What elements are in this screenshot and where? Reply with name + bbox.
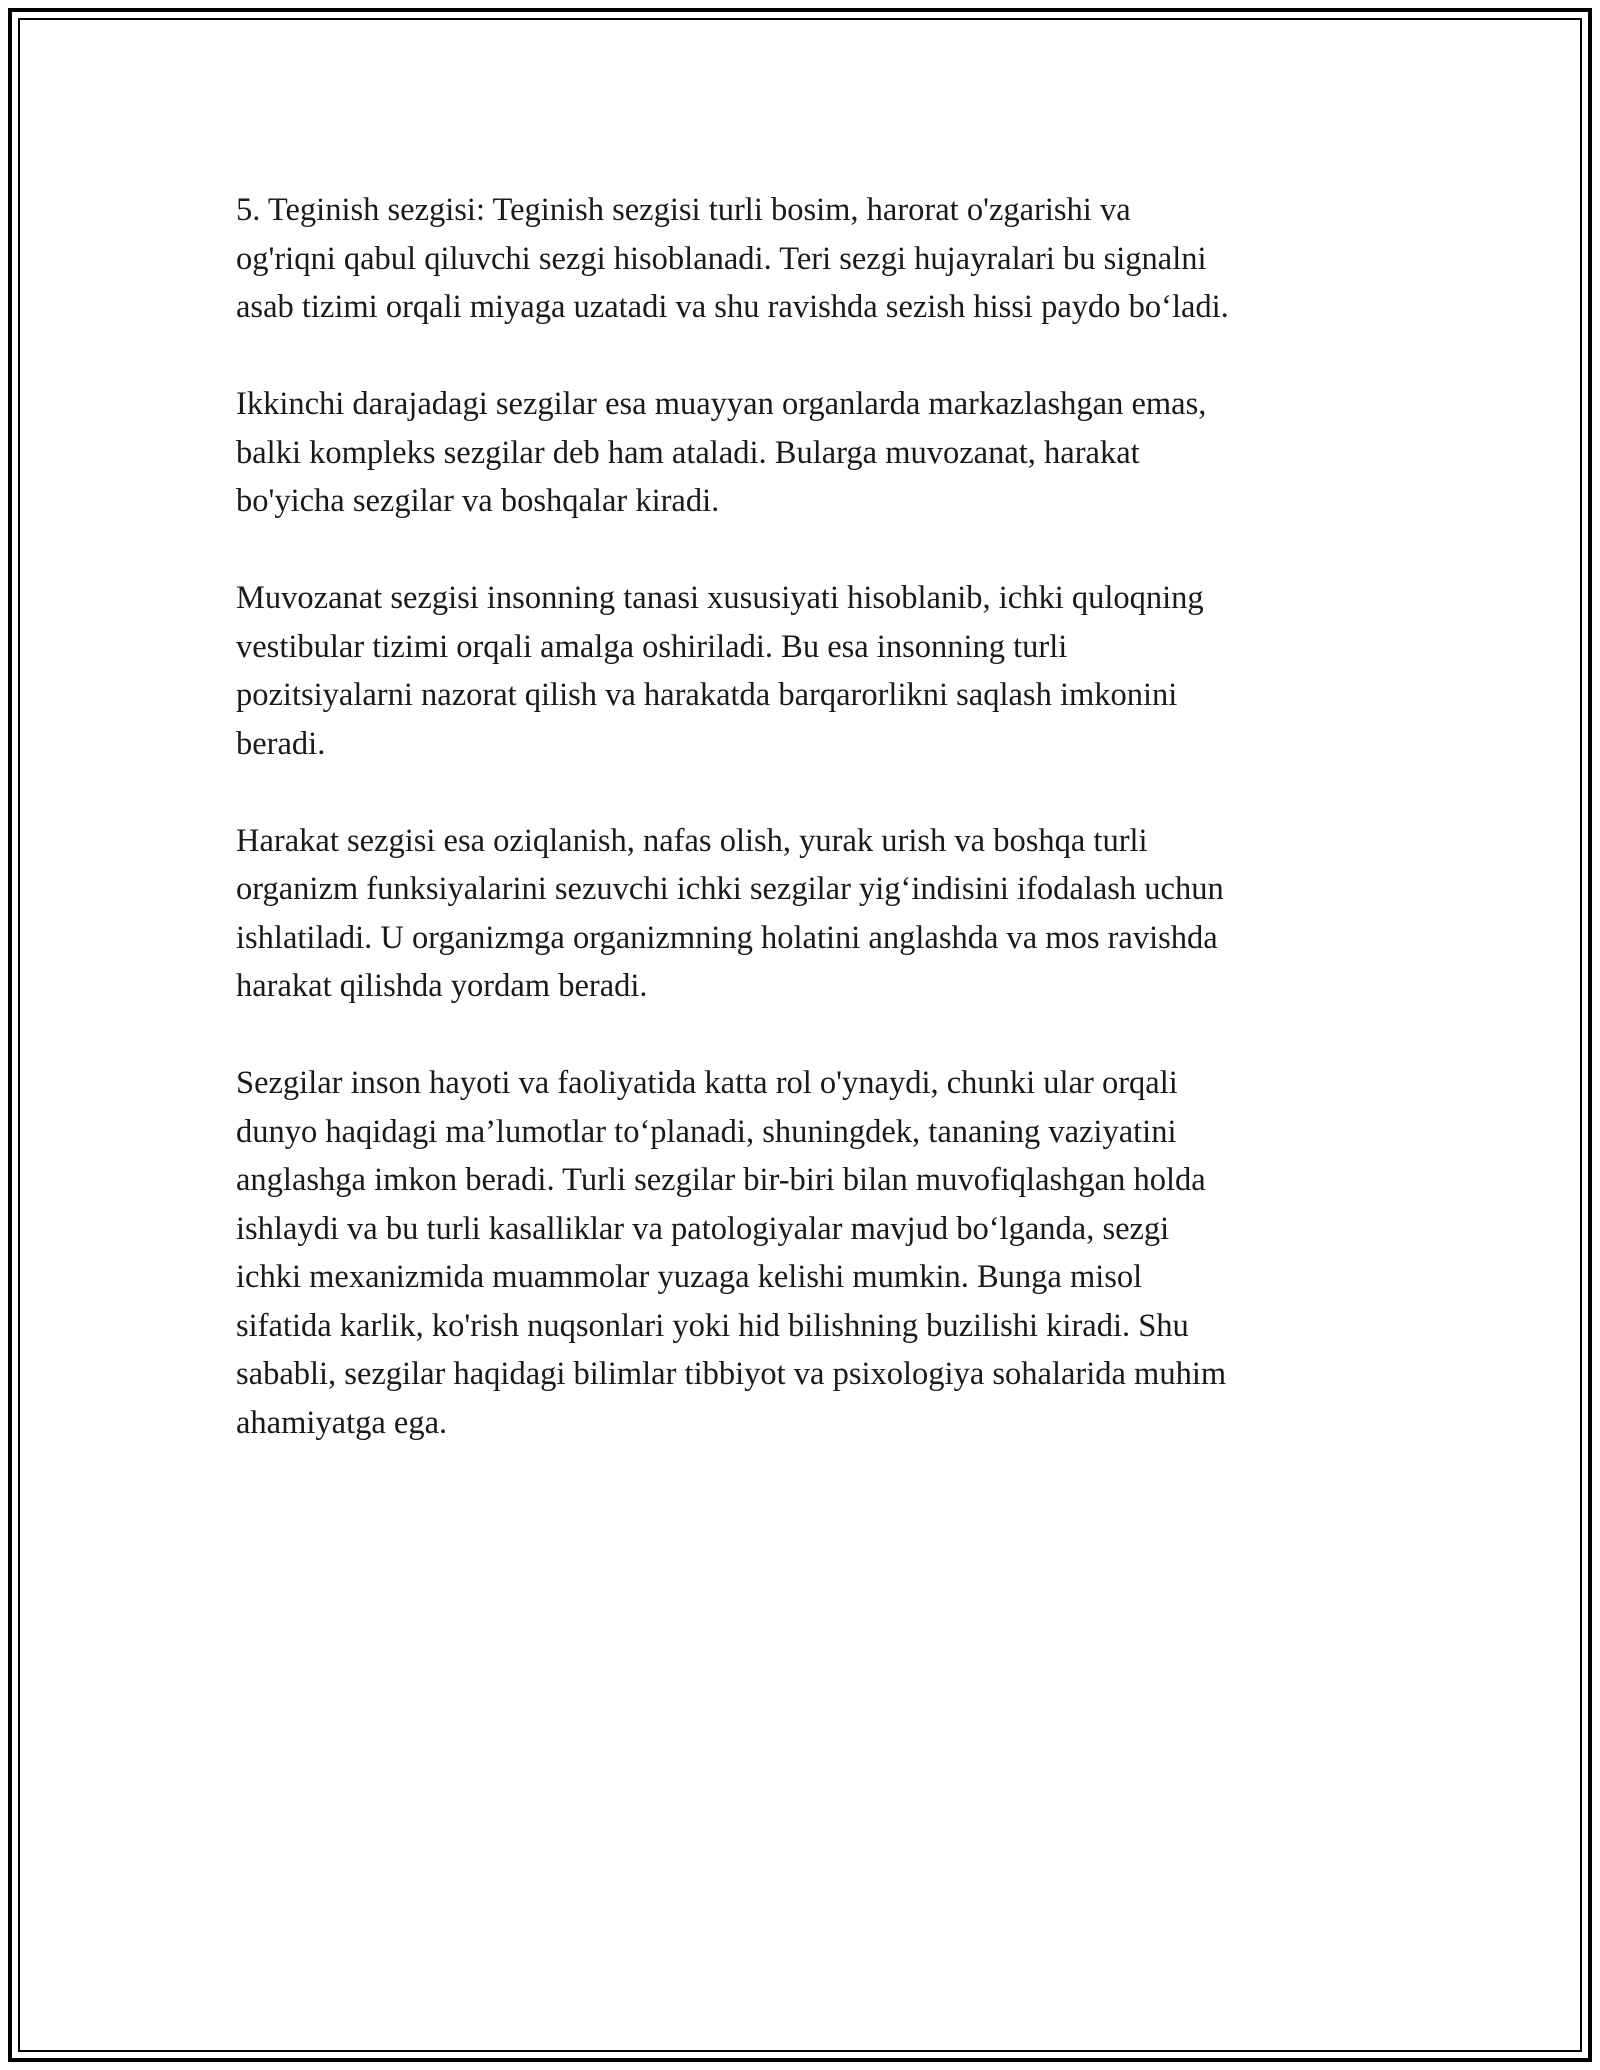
paragraph-secondary-senses [236, 380, 1376, 526]
paragraph-balance-sense [236, 574, 1376, 768]
text-line: dunyo haqidagi ma’lumotlar to‘planadi, shuningdek, tananing vaziyatini [236, 1113, 1177, 1150]
paragraph-conclusion [236, 1059, 1376, 1447]
text-line: sababli, sezgilar haqidagi bilimlar tibbiyot va psixologiya sohalarida muhim [236, 1356, 1227, 1392]
text-line: Muvozanat sezgisi insonning tanasi xususiyati hisoblanib, ichki quloqning [236, 580, 1204, 616]
text-line: organizm funksiyalarini sezuvchi ichki sezgilar yig‘indisini ifodalash uchun [236, 871, 1224, 907]
paragraph-touch-sense [236, 186, 1376, 332]
text-line: ishlatiladi. U organizmga organizmning holatini anglashda va mos ravishda [236, 919, 1218, 956]
text-line: anglashga imkon beradi. Turli sezgilar bir-biri bilan muvofiqlashgan holda [236, 1162, 1206, 1198]
document-body [236, 186, 1376, 1496]
text-line: Ikkinchi darajadagi sezgilar esa muayyan organlarda markazlashgan emas, [236, 386, 1207, 422]
text-line: sifatida karlik, ko'rish nuqsonlari yoki hid bilishning buzilishi kiradi. Shu [236, 1307, 1189, 1344]
text-line: beradi. [236, 725, 326, 762]
text-line: ishlaydi va bu turli kasalliklar va patologiyalar mavjud bo‘lganda, sezgi [236, 1210, 1170, 1247]
text-line: og'riqni qabul qiluvchi sezgi hisoblanadi. Teri sezgi hujayralari bu signalni [236, 240, 1207, 277]
text-line: balki kompleks sezgilar deb ham ataladi. Bularga muvozanat, harakat [236, 434, 1140, 471]
text-line: ahamiyatga ega. [236, 1404, 448, 1441]
paragraph-movement-sense [236, 817, 1376, 1011]
text-line: bo'yicha sezgilar va boshqalar kiradi. [236, 483, 720, 519]
text-line: vestibular tizimi orqali amalga oshiriladi. Bu esa insonning turli [236, 628, 1068, 665]
text-line: 5. Teginish sezgisi: Teginish sezgisi turli bosim, harorat o'zgarishi va [236, 192, 1131, 228]
text-line: ichki mexanizmida muammolar yuzaga kelishi mumkin. Bunga misol [236, 1259, 1143, 1295]
text-line: asab tizimi orqali miyaga uzatadi va shu ravishda sezish hissi paydo bo‘ladi. [236, 289, 1229, 325]
text-line: Sezgilar inson hayoti va faoliyatida katta rol o'ynaydi, chunki ular orqali [236, 1065, 1178, 1101]
text-line: Harakat sezgisi esa oziqlanish, nafas olish, yurak urish va boshqa turli [236, 822, 1148, 859]
text-line: harakat qilishda yordam beradi. [236, 968, 648, 1004]
text-line: pozitsiyalarni nazorat qilish va harakatda barqarorlikni saqlash imkonini [236, 677, 1178, 713]
